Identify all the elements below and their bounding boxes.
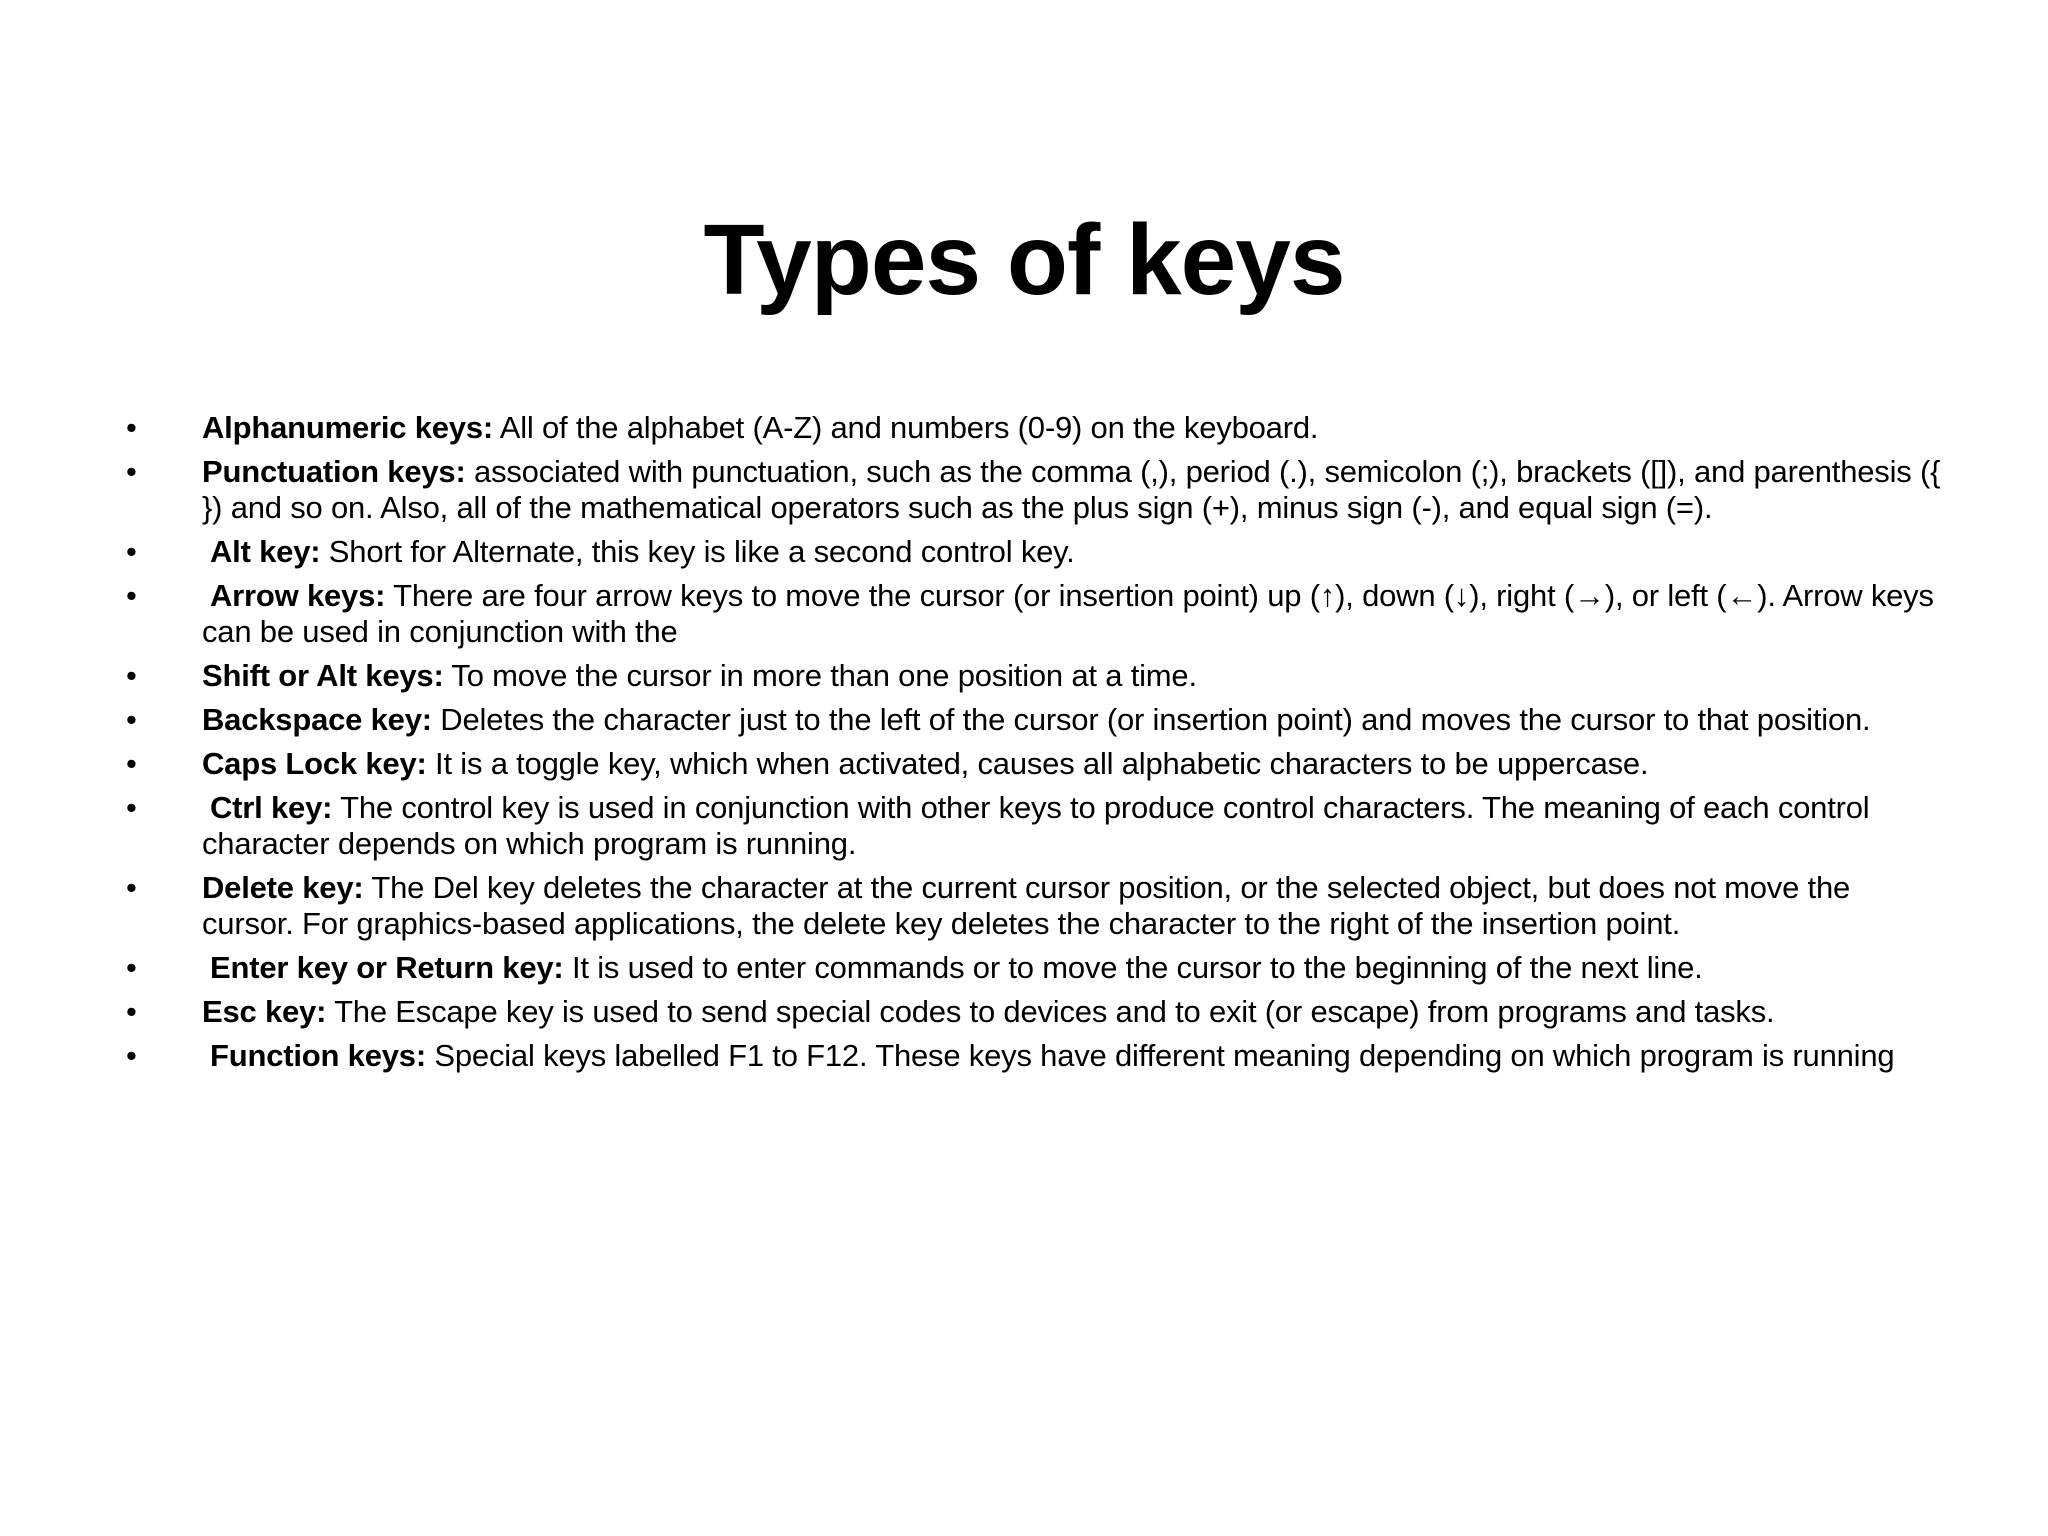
list-item (120, 454, 1950, 526)
list-item (120, 658, 1950, 694)
term-description: All of the alphabet (A-Z) and numbers (0-9) on the keyboard. (493, 410, 1319, 445)
bullet-icon: • (126, 950, 137, 985)
bullet-list (120, 410, 1950, 1082)
list-item (120, 578, 1950, 650)
term-description: The control key is used in conjunction with other keys to produce control characters. The meaning of each control character depends on which program is running. (202, 790, 1870, 861)
term-label: Backspace key: (202, 702, 432, 737)
term-label: Alt key: (210, 534, 321, 569)
term-description: Special keys labelled F1 to F12. These keys have different meaning depending on which program is running (425, 1038, 1895, 1073)
list-item (120, 534, 1950, 570)
list-item (120, 702, 1950, 738)
bullet-icon: • (126, 1038, 137, 1073)
bullet-icon: • (126, 870, 137, 905)
term-label: Punctuation keys: (202, 454, 466, 489)
term-label: Esc key: (202, 994, 327, 1029)
list-item (120, 746, 1950, 782)
list-item (120, 1038, 1950, 1074)
bullet-icon: • (126, 534, 137, 569)
term-description: The Del key deletes the character at the current cursor position, or the selected object, but does not move the cursor. For graphics-based applications, the delete key deletes the character to the right of the insertion point. (202, 870, 1851, 941)
bullet-icon: • (126, 410, 137, 445)
list-item (120, 410, 1950, 446)
list-item (120, 790, 1950, 862)
bullet-icon: • (126, 790, 137, 825)
term-label: Alphanumeric keys: (202, 410, 494, 445)
term-description: It is a toggle key, which when activated, causes all alphabetic characters to be uppercase. (426, 746, 1649, 781)
bullet-icon: • (126, 702, 137, 737)
page-title: Types of keys (703, 204, 1345, 316)
bullet-icon: • (126, 994, 137, 1029)
list-item (120, 994, 1950, 1030)
term-description: It is used to enter commands or to move the cursor to the beginning of the next line. (563, 950, 1703, 985)
term-description: There are four arrow keys to move the cursor (or insertion point) up (↑), down (↓), right (→), or left (←). Arrow keys can be used in conjunction with the (202, 578, 1934, 649)
term-description: Short for Alternate, this key is like a second control key. (320, 534, 1075, 569)
term-description: To move the cursor in more than one position at a time. (443, 658, 1197, 693)
term-description: Deletes the character just to the left of the cursor (or insertion point) and moves the cursor to that position. (431, 702, 1871, 737)
term-label: Arrow keys: (210, 578, 386, 613)
term-label: Shift or Alt keys: (202, 658, 444, 693)
list-item (120, 870, 1950, 942)
term-label: Delete key: (202, 870, 364, 905)
term-description: The Escape key is used to send special codes to devices and to exit (or escape) from programs and tasks. (326, 994, 1775, 1029)
term-description: associated with punctuation, such as the comma (,), period (.), semicolon (;), brackets ([]), and parenthesis ({ }) and so on. Also, all of the mathematical operators such as the plus sign (+), minus sign (-), and equal sign (=). (202, 454, 1941, 525)
term-label: Enter key or Return key: (210, 950, 564, 985)
term-label: Function keys: (210, 1038, 426, 1073)
bullet-icon: • (126, 746, 137, 781)
bullet-icon: • (126, 454, 137, 489)
bullet-icon: • (126, 658, 137, 693)
term-label: Caps Lock key: (202, 746, 427, 781)
bullet-icon: • (126, 578, 137, 613)
list-item (120, 950, 1950, 986)
term-label: Ctrl key: (210, 790, 333, 825)
